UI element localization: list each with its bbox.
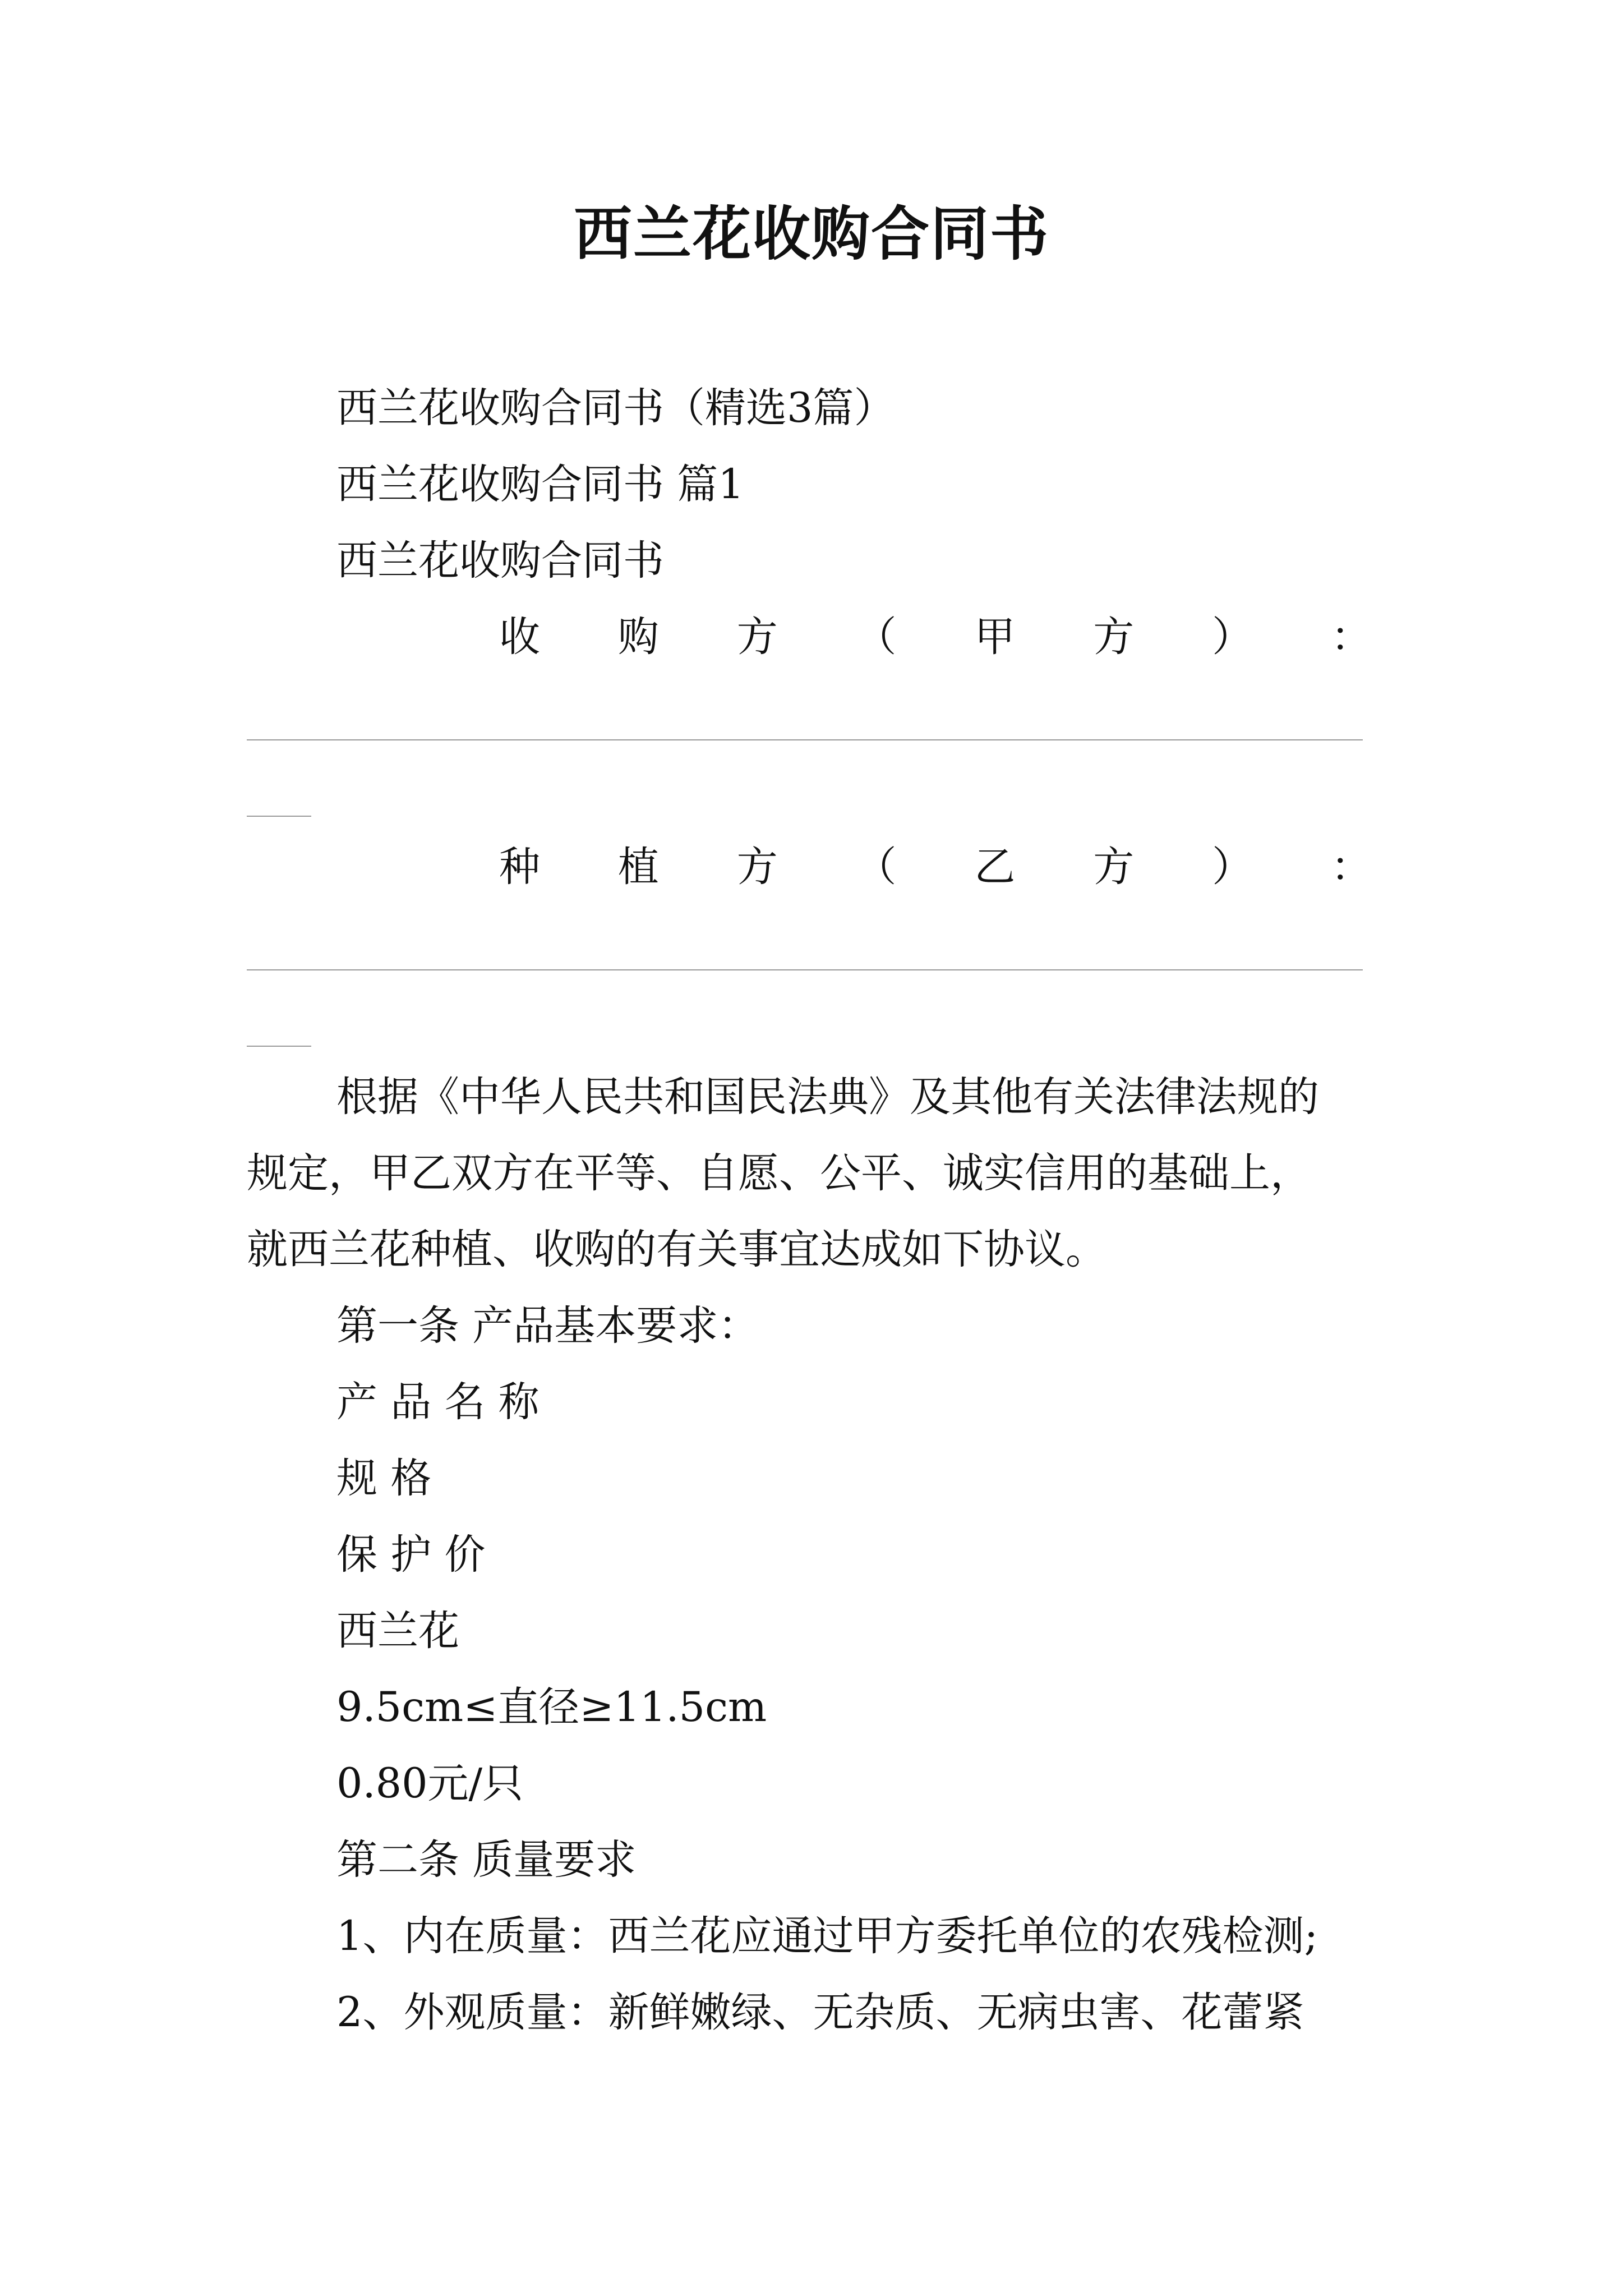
spec-value: 9.5cm≤直径≥11.5cm <box>336 1683 767 1731</box>
document-title: 西兰花收购合同书 <box>573 199 1049 268</box>
section-heading: 西兰花收购合同书 篇1 <box>336 461 744 508</box>
party-a-fill-line-end <box>247 816 311 817</box>
party-b-label <box>499 843 1372 892</box>
party-b-char: ： <box>1330 843 1372 891</box>
party-a-char: 收 <box>499 613 540 661</box>
article-1-heading: 第一条 产品基本要求： <box>336 1302 759 1350</box>
party-a-char: 购 <box>617 613 659 661</box>
party-b-char: ） <box>1212 843 1253 891</box>
party-a-fill-line <box>247 739 1363 740</box>
party-b-char: 方 <box>1093 843 1135 891</box>
party-a-char: 方 <box>1093 613 1135 661</box>
party-b-fill-line-end <box>247 1046 311 1047</box>
party-a-char: 方 <box>736 613 778 661</box>
party-a-char: （ <box>855 613 897 661</box>
contract-heading: 西兰花收购合同书 <box>336 537 664 585</box>
column-price: 保 护 价 <box>336 1531 486 1579</box>
quality-item-2: 2、外观质量：新鲜嫩绿、无杂质、无病虫害、花蕾紧 <box>336 1989 1304 2036</box>
party-b-char: 种 <box>499 843 540 891</box>
column-product-name: 产 品 名 称 <box>336 1378 540 1426</box>
party-a-label <box>499 613 1372 662</box>
party-a-char: ： <box>1330 613 1372 661</box>
product-value: 西兰花 <box>336 1607 459 1655</box>
party-b-fill-line <box>247 969 1363 970</box>
preamble-line-3: 就西兰花种植、收购的有关事宜达成如下协议。 <box>247 1226 1106 1273</box>
party-b-char: 方 <box>736 843 778 891</box>
preamble-line-2: 规定，甲乙双方在平等、自愿、公平、诚实信用的基础上， <box>247 1149 1311 1197</box>
party-b-char: （ <box>855 843 897 891</box>
subtitle-selection: 西兰花收购合同书（精选3篇） <box>336 384 895 432</box>
column-spec: 规 格 <box>336 1455 432 1502</box>
party-b-char: 乙 <box>974 843 1016 891</box>
price-value: 0.80元/只 <box>336 1760 524 1807</box>
preamble-line-1: 根据《中华人民共和国民法典》及其他有关法律法规的 <box>336 1073 1319 1121</box>
quality-item-1: 1、内在质量：西兰花应通过甲方委托单位的农残检测; <box>336 1912 1318 1960</box>
article-2-heading: 第二条 质量要求 <box>336 1836 637 1884</box>
party-a-char: ） <box>1212 613 1253 661</box>
party-b-char: 植 <box>617 843 659 891</box>
party-a-char: 甲 <box>974 613 1016 661</box>
